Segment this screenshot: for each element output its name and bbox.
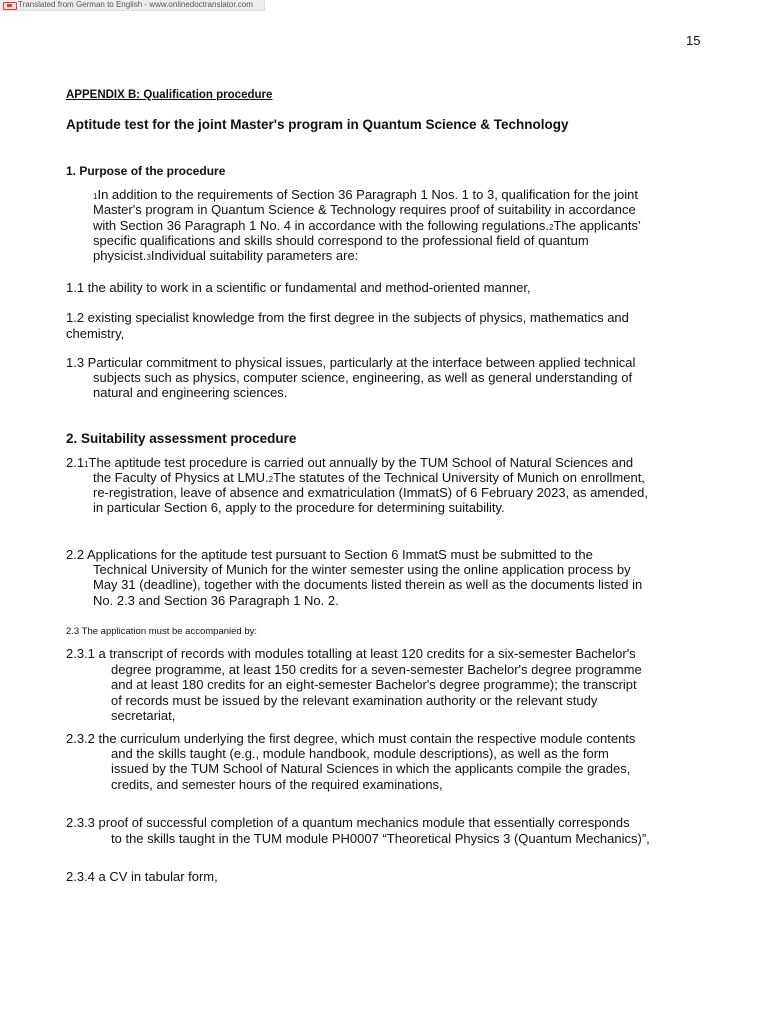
section-1-intro-line-5 <box>93 248 358 265</box>
page-number: 15 <box>686 33 701 48</box>
section-2-heading: 2. Suitability assessment procedure <box>66 431 297 446</box>
item-2-1-line-3: re-registration, leave of absence and exmatriculation (ImmatS) of 6 February 2023, as amended, <box>93 485 648 500</box>
footnote-marker: 2 <box>549 223 554 232</box>
item-1-3-line-2: subjects such as physics, computer science, engineering, as well as general understanding of <box>93 370 633 385</box>
item-2-3-3-line-1: 2.3.3 proof of successful completion of a quantum mechanics module that essentially corresponds <box>66 815 630 830</box>
footnote-marker: 3 <box>146 253 151 262</box>
footnote-marker: 1 <box>84 460 89 469</box>
document-title: Aptitude test for the joint Master's program in Quantum Science & Technology <box>66 117 569 132</box>
intro-text: with Section 36 Paragraph 1 No. 4 in accordance with the following regulations. <box>93 218 549 233</box>
item-2-3-2-line-1: 2.3.2 the curriculum underlying the first degree, which must contain the respective module contents <box>66 731 636 746</box>
item-2-2-line-3: May 31 (deadline), together with the documents listed therein as well as the documents listed in <box>93 577 643 592</box>
translator-banner[interactable] <box>0 0 265 11</box>
item-2-3-4-line-1: 2.3.4 a CV in tabular form, <box>66 869 218 884</box>
footnote-marker: 1 <box>93 192 98 201</box>
item-2-3-2-line-4: credits, and semester hours of the required examinations, <box>111 777 443 792</box>
section-1-intro-line-2: Master's program in Quantum Science & Technology requires proof of suitability in accordance <box>93 202 636 217</box>
item-2-3-1-line-3: and at least 180 credits for an eight-semester Bachelor's degree programme); the transcript <box>111 677 637 692</box>
item-2-3-2-line-2: and the skills taught (e.g., module handbook, module descriptions), as well as the form <box>111 746 609 761</box>
section-1-intro-line-4: specific qualifications and skills should correspond to the professional field of quantum <box>93 233 589 248</box>
appendix-heading: APPENDIX B: Qualification procedure <box>66 89 273 101</box>
item-text: The statutes of the Technical University of Munich on enrollment, <box>273 470 645 485</box>
item-2-2-line-2: Technical University of Munich for the winter semester using the online application process by <box>93 562 631 577</box>
item-2-3-1-line-1: 2.3.1 a transcript of records with modules totalling at least 120 credits for a six-semester Bachelor's <box>66 646 636 661</box>
item-2-3-2-line-3: issued by the TUM School of Natural Sciences in which the applicants compile the grades, <box>111 761 631 776</box>
item-2-2-line-1: 2.2 Applications for the aptitude test pursuant to Section 6 ImmatS must be submitted to the <box>66 547 593 562</box>
intro-text: Individual suitability parameters are: <box>150 248 359 263</box>
translator-logo-icon <box>3 2 17 10</box>
intro-text: In addition to the requirements of Section 36 Paragraph 1 Nos. 1 to 3, qualification for the joint <box>97 187 639 202</box>
item-1-1-line-1: 1.1 the ability to work in a scientific or fundamental and method-oriented manner, <box>66 280 531 295</box>
footnote-marker: 2 <box>268 475 274 484</box>
item-text: The aptitude test procedure is carried out annually by the TUM School of Natural Sciences and <box>88 455 634 470</box>
section-1-heading: 1. Purpose of the procedure <box>66 164 226 178</box>
item-2-1-line-4: in particular Section 6, apply to the procedure for determining suitability. <box>93 500 505 515</box>
item-1-3-line-3: natural and engineering sciences. <box>93 385 288 400</box>
item-1-3-line-1: 1.3 Particular commitment to physical issues, particularly at the interface between applied technical <box>66 355 636 370</box>
item-2-3-1-line-4: of records must be issued by the relevant examination authority or the relevant study <box>111 693 598 708</box>
item-1-2-line-1: 1.2 existing specialist knowledge from the first degree in the subjects of physics, mathematics and <box>66 310 629 325</box>
item-1-2-line-2: chemistry, <box>66 326 125 341</box>
item-text: the Faculty of Physics at LMU. <box>93 470 269 485</box>
item-2-2-line-4: No. 2.3 and Section 36 Paragraph 1 No. 2. <box>93 593 339 608</box>
item-2-3-1-line-5: secretariat, <box>111 708 176 723</box>
intro-text: The applicants’ <box>553 218 641 233</box>
item-2-3-1-line-2: degree programme, at least 150 credits for a seven-semester Bachelor's degree programme <box>111 662 642 677</box>
item-2-3-3-line-2: to the skills taught in the TUM module PH0007 “Theoretical Physics 3 (Quantum Mechanics)”, <box>111 831 650 846</box>
translator-banner-text[interactable]: Translated from German to English - www.onlinedoctranslator.com <box>18 0 253 9</box>
intro-text: physicist. <box>93 248 147 263</box>
item-2-3-intro: 2.3 The application must be accompanied by: <box>66 626 257 637</box>
item-number: 2.1 <box>66 455 85 470</box>
